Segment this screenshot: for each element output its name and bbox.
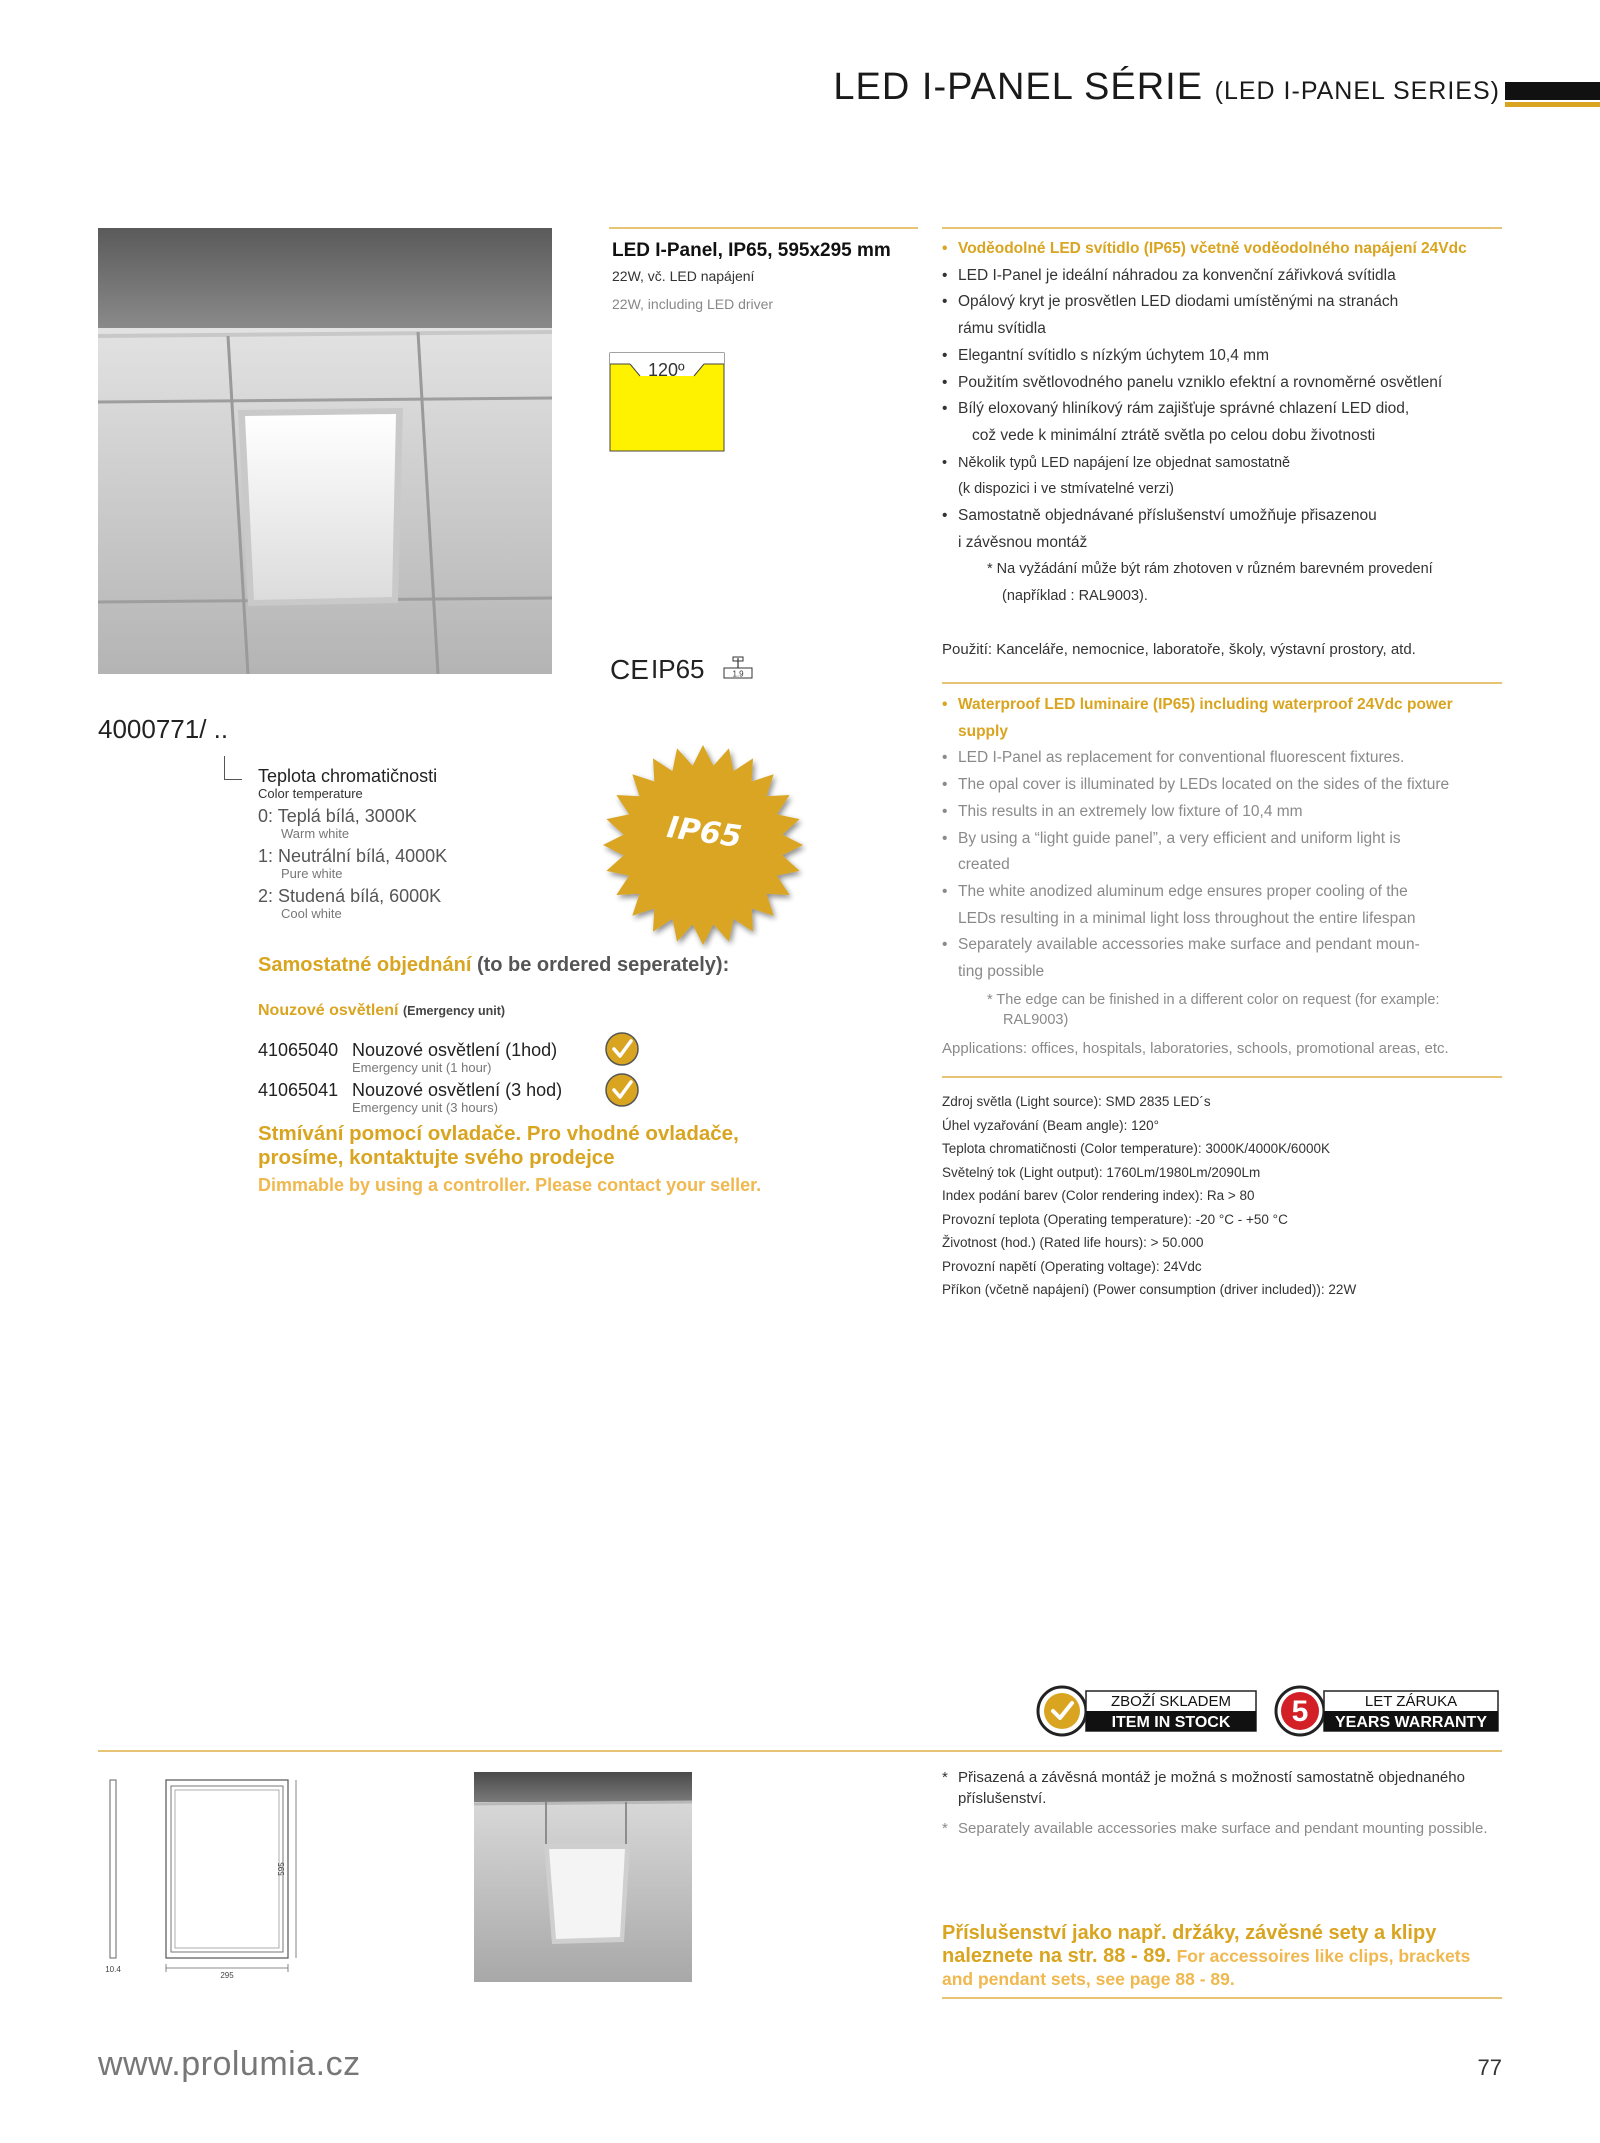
features-cz [942,236,1502,610]
ct-option-1: 1: Neutrální bílá, 4000K [258,846,448,866]
rule-en-section [942,682,1502,684]
color-temperature-title: Teplota chromatičnosti [258,766,438,786]
rule-specs [942,1076,1502,1078]
ip65-starburst-badge [598,740,808,950]
product-photo [98,228,552,674]
feature-en-4-cont: created [958,856,1010,874]
ct-option-1-en: Pure white [281,866,343,881]
ct-option-0-en: Warm white [281,826,350,841]
accessories-note-en [942,1818,1502,1839]
ip-rating: IP65 [651,654,705,684]
features-en [942,692,1502,1030]
spec-cri: Index podání barev (Color rendering index): Ra > 80 [942,1188,1255,1203]
rule-bottom-section [98,1750,1502,1752]
separately-heading-cz: Samostatné objednání [258,954,472,976]
feature-cz-5: • Bílý eloxovaný hliníkový rám zajišťuje správné chlazení LED diod, [942,396,1502,423]
feature-cz-note-cont: (například : RAL9003). [1002,588,1148,605]
page-number: 77 [1477,2055,1502,2080]
specs-list [942,1090,1356,1302]
feature-en-5-cont: LEDs resulting in a minimal light loss throughout the entire lifespan [958,909,1416,927]
spec-light-output: Světelný tok (Light output): 1760Lm/1980Lm/2090Lm [942,1164,1261,1180]
usage-cz: Použití: Kanceláře, nemocnice, laboratoře, školy, výstavní prostory, atd. [942,641,1416,658]
feature-cz-3: • Elegantní svítidlo s nízkým úchytem 10,4 mm [942,343,1502,370]
feature-cz-2: • Opálový kryt je prosvětlen LED diodami umístěnými na stranách [942,289,1502,316]
feature-en-6: • Separately available accessories make surface and pendant moun- [942,932,1502,959]
feature-en-note: * The edge can be finished in a different color on request (for example: [987,991,1440,1008]
emergency-heading-en: (Emergency unit) [402,1004,506,1018]
website-link[interactable]: www.prolumia.cz [98,2045,361,2083]
hammer-value: 1.9 [732,669,744,679]
starburst-label: IP65 [664,810,744,856]
stock-badge-top: ZBOŽÍ SKLADEM [1110,1693,1232,1710]
rule-top-middle [609,227,918,229]
feature-en-5: • The white anodized aluminum edge ensures proper cooling of the [942,879,1502,906]
feature-cz-7: • Samostatně objednávané příslušenství umožňuje přisazenou [942,503,1502,530]
emergency-item-1-en: Emergency unit (1 hour) [352,1060,492,1075]
page-title-main: LED I-PANEL SÉRIE [833,66,1204,108]
spec-power-consumption: Příkon (včetně napájení) (Power consumption (driver included)): 22W [942,1282,1357,1297]
technical-drawing [98,1772,302,1982]
spec-light-source: Zdroj světla (Light source): SMD 2835 LED´s [942,1094,1211,1109]
stock-badge-bottom: ITEM IN STOCK [1111,1714,1231,1731]
feature-cz-5-cont: což vede k minimální ztrátě světla po celou dobu životnosti [972,426,1376,444]
feature-en-4: • By using a “light guide panel”, a very efficient and uniform light is [942,826,1502,853]
note-star: * [942,1769,948,1786]
feature-cz-4: • Použitím světlovodného panelu vzniklo efektní a rovnoměrné osvětlení [942,370,1502,397]
emergency-heading-cz: Nouzové osvětlení [258,1002,399,1019]
product-name: LED I-Panel, IP65, 595x295 mm [612,240,891,261]
impact-hammer-icon [722,656,754,680]
accessories-reference-cz: Příslušenství jako např. držáky, závěsné sety a klipy naleznete na str. 88 - 89. [942,1922,1437,1967]
title-bar-gold [1505,102,1600,107]
warranty-badge-top: LET ZÁRUKA [1364,1693,1458,1710]
item-in-stock-badge [1036,1685,1258,1737]
accessories-note-cz [942,1767,1502,1809]
ct-option-2: 2: Studená bílá, 6000K [258,886,442,906]
emergency-item-1-name: Nouzové osvětlení (1hod) [352,1040,558,1060]
accessories-reference [942,1922,1502,1991]
feature-en-note-cont: RAL9003) [1003,1011,1069,1028]
product-subtitle-cz: 22W, vč. LED napájení [612,268,755,284]
feature-en-3: • This results in an extremely low fixture of 10,4 mm [942,799,1502,826]
spec-beam-angle: Úhel vyzařování (Beam angle): 120° [942,1117,1160,1133]
separately-heading-en: (to be ordered seperately): [476,954,730,976]
beam-angle-label: 120º [648,360,685,380]
feature-cz-highlight: • Voděodolné LED svítidlo (IP65) včetně voděodolného napájení 24Vdc [942,236,1502,263]
check-icon [604,1072,640,1108]
dimming-note-en: Dimmable by using a controller. Please contact your seller. [258,1175,762,1195]
feature-en-highlight: • Waterproof LED luminaire (IP65) including waterproof 24Vdc power supply [942,692,1502,745]
rule-accessories [942,1997,1502,1999]
note-star: * [942,1820,948,1837]
emergency-item-2-en: Emergency unit (3 hours) [352,1100,498,1115]
feature-cz-1: • LED I-Panel je ideální náhradou za konvenční zářivková svítidla [942,263,1502,290]
spec-color-temperature: Teplota chromatičnosti (Color temperature): 3000K/4000K/6000K [942,1141,1330,1156]
color-temperature-title-en: Color temperature [258,786,363,801]
accessories-note-cz-text: Přisazená a závěsná montáž je možná s možností samostatně objednaného příslušenství. [958,1769,1465,1807]
feature-cz-7-cont: i závěsnou montáž [958,533,1088,551]
ce-mark: CE [610,654,649,685]
emergency-item-2-name: Nouzové osvětlení (3 hod) [352,1080,563,1100]
emergency-heading [258,1002,505,1020]
emergency-item-2-code: 41065041 [258,1080,339,1100]
title-bar-black [1505,82,1600,100]
drawing-width-label: 295 [220,1971,234,1980]
spec-operating-voltage: Provozní napětí (Operating voltage): 24Vdc [942,1258,1202,1274]
code-bracket [224,756,242,780]
feature-cz-6-cont: (k dispozici i ve stmívatelné verzi) [958,481,1174,498]
feature-en-1: • LED I-Panel as replacement for conventional fluorescent fixtures. [942,745,1502,772]
feature-cz-2-cont: rámu svítidla [958,320,1046,338]
dimming-note-cz: Stmívání pomocí ovladače. Pro vhodné ovladače, prosíme, kontaktujte svého prodejce [258,1122,739,1169]
feature-en-2: • The opal cover is illuminated by LEDs located on the sides of the fixture [942,772,1502,799]
emergency-item-1-code: 41065040 [258,1040,339,1060]
drawing-depth-label: 10.4 [105,1965,121,1974]
feature-cz-note: * Na vyžádání může být rám zhotoven v různém barevném provedení [987,561,1433,578]
article-number: 4000771/ .. [98,714,229,744]
product-subtitle-en: 22W, including LED driver [612,296,774,312]
separately-heading [258,954,729,977]
feature-cz-6: • Několik typů LED napájení lze objednat samostatně [942,450,1502,477]
ct-option-0: 0: Teplá bílá, 3000K [258,806,417,826]
pendant-mount-photo [474,1772,692,1982]
drawing-height-label: 595 [277,1862,286,1876]
feature-en-6-cont: ting possible [958,963,1045,981]
ct-option-2-en: Cool white [281,906,342,921]
rule-top-right [942,227,1502,229]
accessories-note-en-text: Separately available accessories make surface and pendant mounting possible. [958,1820,1488,1837]
check-icon [604,1031,640,1067]
warranty-badge-bottom: YEARS WARRANTY [1334,1714,1488,1731]
warranty-badge [1274,1685,1500,1737]
usage-en: Applications: offices, hospitals, laboratories, schools, promotional areas, etc. [942,1040,1449,1057]
page-title [760,66,1500,109]
spec-rated-life: Životnost (hod.) (Rated life hours): > 50.000 [942,1235,1204,1250]
accessories-reference-en: For accessoires like clips, brackets and pendant sets, see page 88 - 89. [942,1946,1471,1989]
warranty-number: 5 [1291,1695,1309,1728]
spec-operating-temperature: Provozní teplota (Operating temperature): -20 °C - +50 °C [942,1211,1288,1227]
page-title-sub: (LED I-PANEL SERIES) [1214,77,1500,105]
